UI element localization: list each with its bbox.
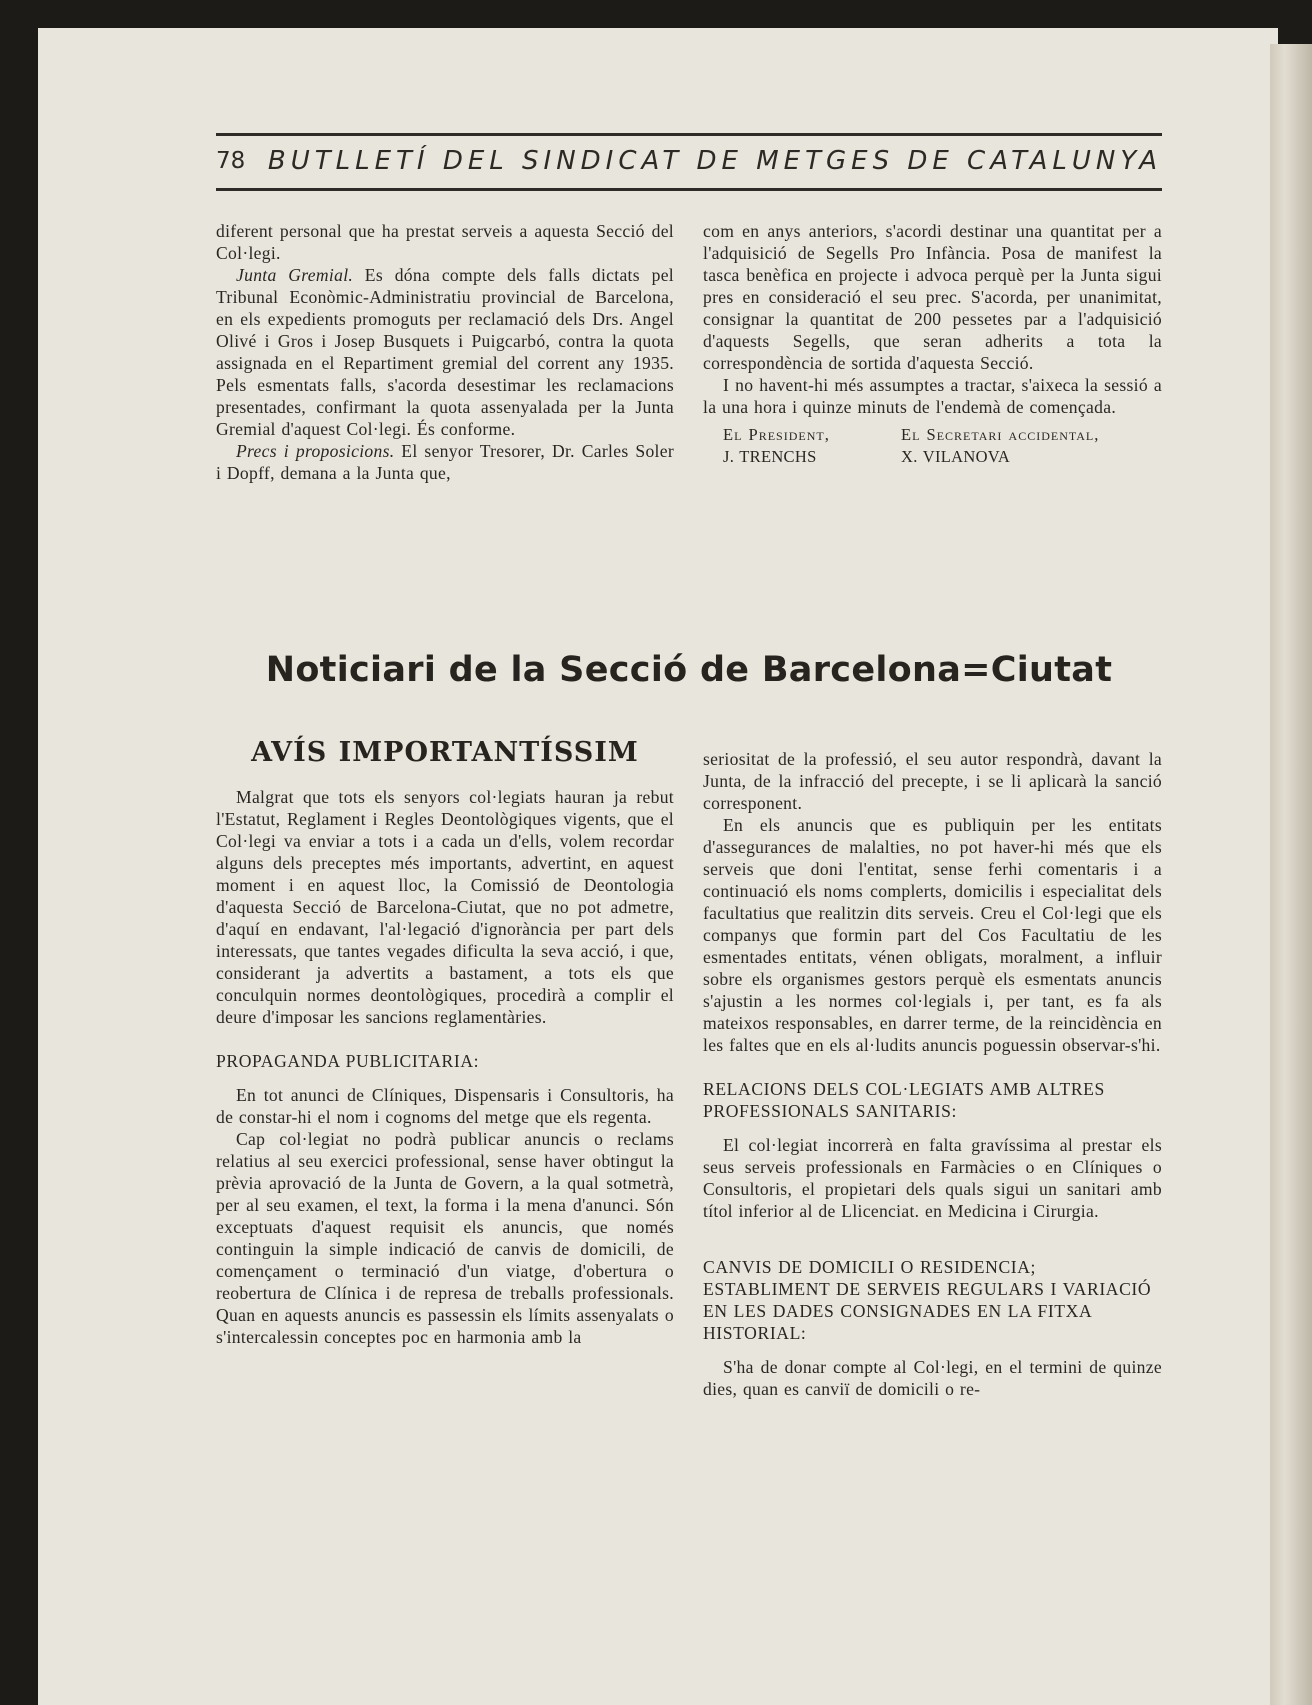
paragraph-label: Precs i proposicions. xyxy=(236,441,395,461)
paragraph: El col·legiat incorrerà en falta gravíssima al prestar els seus serveis professionals en Farmàcies o en Clíniques o Consultoris, el propietari dels quals sigui un sanitari amb títol inferior al de Llicenciat. en Medicina i Cirurgia. xyxy=(703,1135,1162,1221)
paragraph: diferent personal que ha prestat serveis a aquesta Secció del Col·legi. xyxy=(216,221,674,263)
paragraph xyxy=(216,440,674,484)
paragraph: Malgrat que tots els senyors col·legiats hauran ja rebut l'Estatut, Reglament i Regles Deontològiques vigents, que el Col·legi va enviar a tots i a cada un d'ells, volem recordar alguns dels preceptes més importants, advertint, en aquest moment i en aquest lloc, la Comissió de Deontologia d'aquesta Secció de Barcelona-Ciutat, que no pot admetre, d'aquí en endavant, l'al·legació d'ignorància per part dels interessats, que tantes vegades dificulta la seva acció, i que, considerant ja advertits a bastament, a tots els que conculquin normes deontològiques, procedirà a complir el deure d'imposar les sancions reglamentàries. xyxy=(216,787,674,1027)
header-rule-bottom xyxy=(216,188,1162,191)
page-edge xyxy=(1270,44,1312,1705)
section-title: Noticiari de la Secció de Barcelona=Ciutat xyxy=(265,650,1113,690)
paragraph-label: Junta Gremial. xyxy=(236,265,354,285)
subheading: PROPAGANDA PUBLICITARIA: xyxy=(216,1051,480,1071)
bottom-right-column xyxy=(703,748,1162,1400)
paragraph: seriositat de la professió, el seu autor respondrà, davant la Junta, de la infracció del precepte, i se li aplicarà la sanció corresponent. xyxy=(703,749,1162,813)
subheading: RELACIONS DELS COL·LEGIATS AMB ALTRES PROFESSIONALS SANITARIS: xyxy=(703,1079,1105,1121)
page-number: 78 xyxy=(216,148,246,174)
top-right-column xyxy=(703,220,1162,468)
signatures xyxy=(703,424,1162,468)
journal-title: BUTLLETÍ DEL SINDICAT DE METGES DE CATALUNYA xyxy=(267,146,1162,176)
paragraph xyxy=(216,264,674,440)
paragraph-text: Es dóna compte dels falls dictats pel Tribunal Econòmic-Administratiu provincial de Barcelona, en els expedients promoguts per reclamació dels Drs. Angel Olivé i Gros i Josep Busquets i Puigcarbó, contra la quota assignada en el Repartiment gremial del corrent any 1935. Pels esmentats falls, s'acorda desestimar les reclamacions presentades, confirmant la quota assenyalada per la Junta Gremial d'aquest Col·legi. És conforme. xyxy=(216,265,674,439)
top-left-column xyxy=(216,220,674,484)
president-title: El President, xyxy=(723,425,830,444)
bottom-left-column xyxy=(216,737,674,1348)
notice-heading: AVÍS IMPORTANTÍSSIM xyxy=(251,737,639,768)
paragraph: Cap col·legiat no podrà publicar anuncis o reclams relatius al seu exercici professional, sense haver obtingut la prèvia aprovació de la Junta de Govern, a la qual sotmetrà, per al seu examen, el text, la forma i la mena d'anunci. Són exceptuats d'aquest requisit els anuncis, que només continguin la simple indicació de canvis de domicili, de començament o terminació d'un viatge, d'obertura o reobertura de Clínica i de represa de treballs professionals. Quan en aquests anuncis es passessin els límits assenyalats o s'intercalessin conceptes poc en harmonia amb la xyxy=(216,1129,674,1347)
paragraph: S'ha de donar compte al Col·legi, en el termini de quinze dies, quan es canviï de domicili o re- xyxy=(703,1357,1162,1399)
paragraph: com en anys anteriors, s'acordi destinar una quantitat per a l'adquisició de Segells Pro Infància. Posa de manifest la tasca benèfica en projecte i advoca perquè per la Junta sigui pres en consideració el seu prec. S'acorda, per unanimitat, consignar la quantitat de 200 pessetes par a l'adquisició d'aquests Segells, que seran adherits a tota la correspondència de sortida d'aquesta Secció. xyxy=(703,221,1162,373)
subheading: CANVIS DE DOMICILI O RESIDENCIA; ESTABLIMENT DE SERVEIS REGULARS I VARIACIÓ EN LES DADES CONSIGNADES EN LA FITXA HISTORIAL: xyxy=(703,1257,1152,1343)
paragraph: En tot anunci de Clíniques, Dispensaris i Consultoris, ha de constar-hi el nom i cognoms del metge que els regenta. xyxy=(216,1085,674,1127)
paragraph: En els anuncis que es publiquin per les entitats d'assegurances de malalties, no pot haver-hi més que els serveis que doni l'entitat, sense ferhi comentaris i a continuació els noms complerts, domicilis i especialitat dels facultatius que realitzin dits serveis. Creu el Col·legi que els companys que formin part del Cos Facultatiu de les esmentades entitats, vénen obligats, moralment, a influir sobre els organismes gestors perquè els esmentats anuncis s'ajustin a les normes col·legials i, per tant, es fa als mateixos responsables, en darrer terme, de la reincidència en les faltes que en els al·ludits anuncis poguessin observar-s'hi. xyxy=(703,815,1162,1055)
president-name: J. TRENCHS xyxy=(723,447,817,466)
secretary-title: El Secretari accidental, xyxy=(901,425,1100,444)
paragraph: I no havent-hi més assumptes a tractar, s'aixeca la sessió a la una hora i quinze minuts de l'endemà de començada. xyxy=(703,375,1162,417)
secretary-name: X. VILANOVA xyxy=(901,447,1011,466)
header-rule-top xyxy=(216,133,1162,136)
running-header xyxy=(216,141,1162,181)
paragraph-text: El senyor Tresorer, Dr. Carles Soler i Dopff, demana a la Junta que, xyxy=(216,441,674,483)
